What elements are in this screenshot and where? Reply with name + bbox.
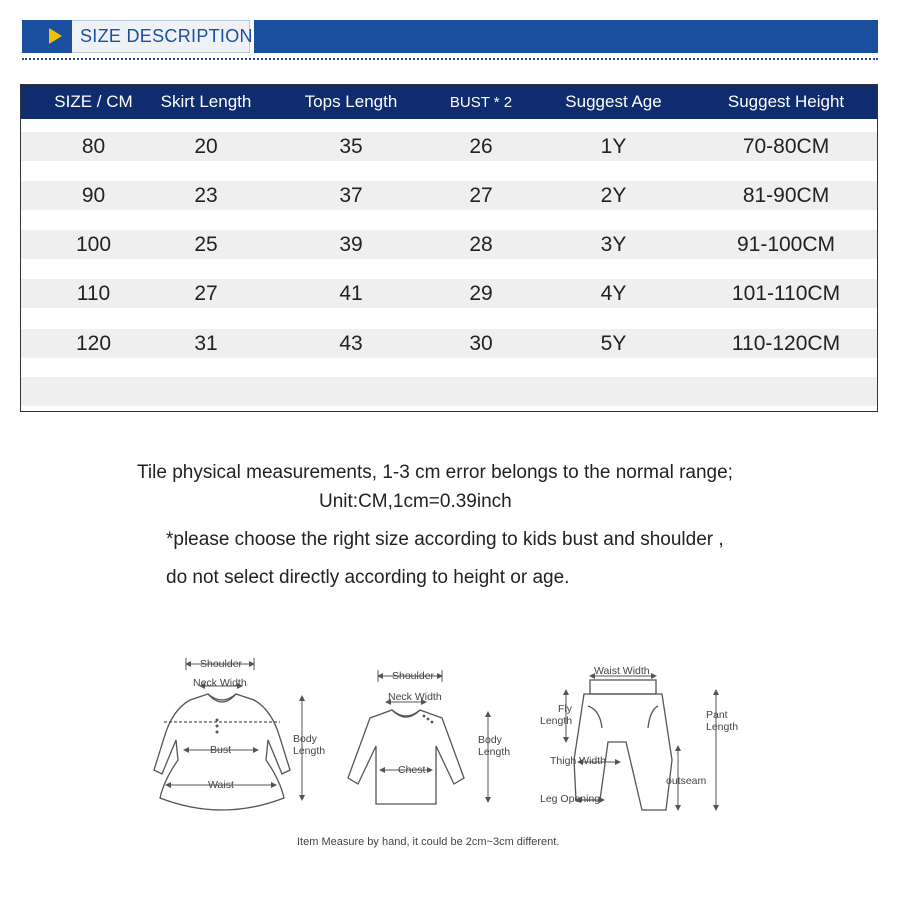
- cell-suggest-height: 81-90CM: [742, 183, 830, 207]
- header-accent-box: [22, 20, 72, 53]
- pants-pant-label: Pant: [706, 709, 728, 721]
- table-row: [21, 279, 877, 308]
- cell-size: 110: [76, 281, 111, 305]
- table-row: [21, 132, 877, 161]
- section-title: SIZE DESCRIPTION: [80, 26, 253, 46]
- cell-suggest-age: 5Y: [600, 331, 627, 355]
- cell-size: 80: [81, 134, 106, 158]
- cell-skirt-length: 20: [194, 134, 218, 158]
- note-choose-size: *please choose the right size according to kids bust and shoulder ,: [166, 529, 724, 550]
- shirt-shoulder-label: Shoulder: [392, 670, 435, 682]
- pants-figure: [574, 680, 672, 810]
- cell-size: 90: [81, 183, 106, 207]
- cell-suggest-height: 70-80CM: [742, 134, 830, 158]
- header-bar: [254, 20, 878, 53]
- table-header: [21, 85, 877, 121]
- cell-size: 120: [75, 331, 112, 355]
- pants-thigh-label: Thigh Width: [550, 755, 607, 767]
- header-suggest-height: Suggest Height: [727, 92, 845, 111]
- cell-suggest-height: 91-100CM: [736, 232, 836, 256]
- header-size: SIZE / CM: [54, 92, 133, 111]
- cell-tops-length: 39: [339, 232, 363, 256]
- shirt-chest-label: Chest: [398, 764, 426, 776]
- dress-buttons: [216, 719, 219, 734]
- play-arrow-icon: [49, 28, 62, 44]
- cell-skirt-length: 31: [194, 331, 218, 355]
- dress-shoulder-label: Shoulder: [200, 658, 243, 670]
- diagram-footnote: Item Measure by hand, it could be 2cm~3cm different.: [297, 836, 560, 848]
- note-do-not-select: do not select directly according to height or age.: [166, 567, 570, 588]
- pants-leg-label: Leg Opening: [540, 793, 601, 805]
- header-skirt-length: Skirt Length: [160, 92, 252, 111]
- dotted-divider: [22, 58, 878, 60]
- header-bust: BUST * 2: [449, 93, 513, 111]
- cell-suggest-age: 2Y: [600, 183, 627, 207]
- pants-fly-label: Fly: [558, 703, 572, 715]
- dress-waist-label: Waist: [208, 779, 234, 791]
- cell-skirt-length: 25: [194, 232, 218, 256]
- table-row: [21, 329, 877, 358]
- cell-suggest-height: 101-110CM: [731, 281, 841, 305]
- header-suggest-age: Suggest Age: [565, 92, 662, 111]
- table-row: [21, 230, 877, 259]
- cell-bust: 27: [469, 183, 493, 207]
- cell-bust: 29: [469, 281, 493, 305]
- cell-bust: 28: [469, 232, 493, 256]
- size-table: [20, 84, 878, 412]
- cell-tops-length: 43: [339, 331, 363, 355]
- pants-arrows: [566, 676, 716, 810]
- cell-tops-length: 37: [339, 183, 363, 207]
- pants-waist-label: Waist Width: [594, 665, 650, 677]
- note-measurement-error: Tile physical measurements, 1-3 cm error belongs to the normal range;: [137, 462, 733, 483]
- shirt-figure: [348, 710, 464, 804]
- header-tops-length: Tops Length: [304, 92, 398, 111]
- pants-outseam-label: outseam: [666, 775, 707, 787]
- table-row-empty: [21, 377, 877, 406]
- dress-body-label: Body: [293, 733, 317, 745]
- cell-suggest-age: 4Y: [600, 281, 627, 305]
- pants-length-label: Length: [706, 721, 739, 733]
- shirt-length-label: Length: [478, 746, 511, 758]
- note-unit: Unit:CM,1cm=0.39inch: [319, 491, 512, 512]
- cell-tops-length: 41: [339, 281, 363, 305]
- shirt-arrows: [378, 670, 488, 802]
- cell-tops-length: 35: [339, 134, 363, 158]
- measurement-diagram: [130, 650, 770, 830]
- table-row: [21, 181, 877, 210]
- cell-skirt-length: 23: [194, 183, 218, 207]
- cell-suggest-age: 1Y: [600, 134, 627, 158]
- shirt-buttons: [423, 715, 434, 724]
- cell-suggest-age: 3Y: [600, 232, 627, 256]
- pants-fly-length-label: Length: [540, 715, 573, 727]
- shirt-body-label: Body: [478, 734, 502, 746]
- cell-size: 100: [75, 232, 112, 256]
- shirt-neck-label: Neck Width: [388, 691, 442, 703]
- dress-neck-label: Neck Width: [193, 677, 247, 689]
- dress-length-label: Length: [293, 745, 326, 757]
- cell-suggest-height: 110-120CM: [731, 331, 841, 355]
- cell-bust: 26: [469, 134, 493, 158]
- cell-bust: 30: [469, 331, 493, 355]
- cell-skirt-length: 27: [194, 281, 218, 305]
- dress-bust-label: Bust: [210, 744, 232, 756]
